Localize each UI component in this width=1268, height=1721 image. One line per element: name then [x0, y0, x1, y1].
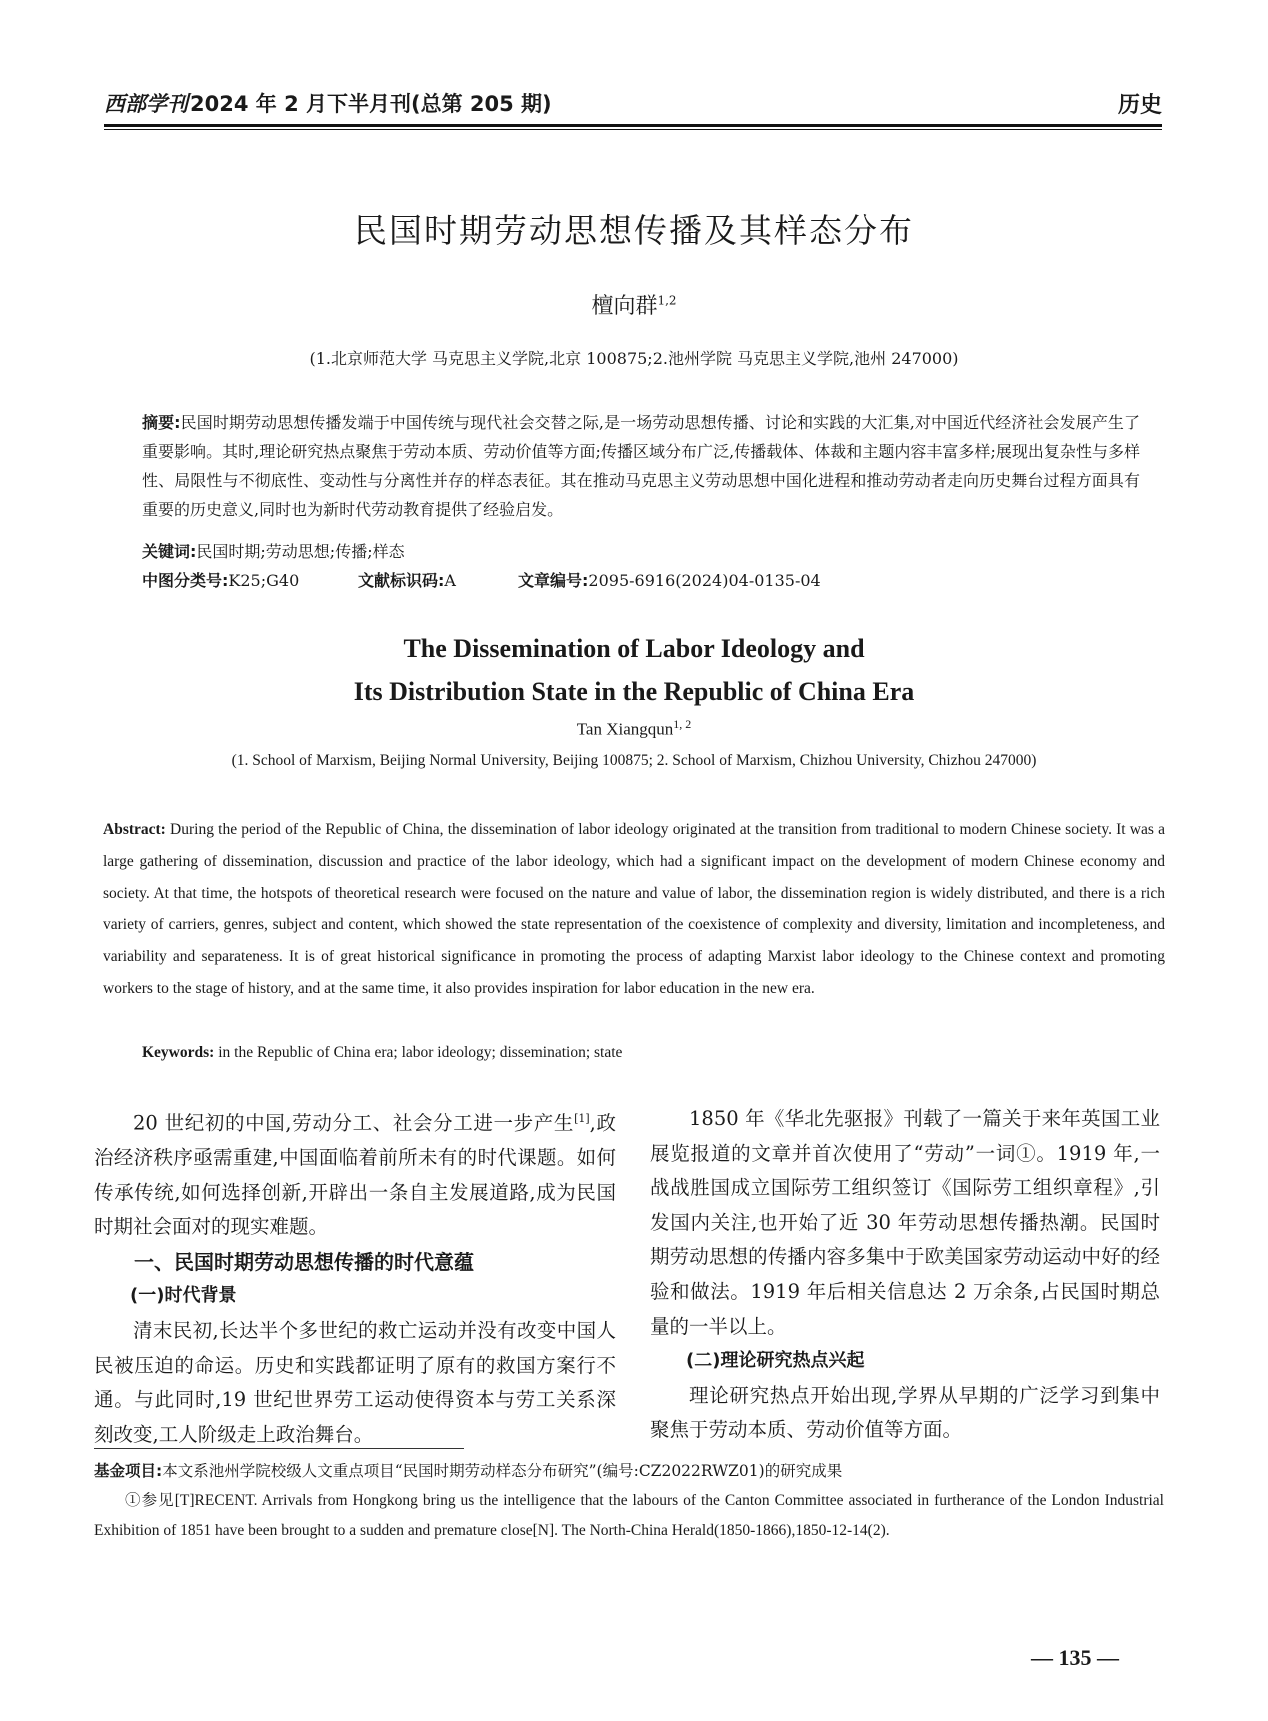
class-label: 中图分类号:: [142, 571, 229, 590]
english-abstract-text: During the period of the Republic of China, the dissemination of labor ideology originated at the transition from traditional to modern Chinese society. It was a large gathering of dissemination, discussion and practice of the labor ideology, which had a significant impact on the development of modern Chinese economy and society. At that time, the hotspots of theoretical research were focused on the nature and value of labor, the dissemination region is widely distributed, and there is a rich variety of carriers, genres, subject and content, which showed the state representation of the coexistence of complexity and diversity, limitation and incompleteness, and variability and separateness. It is of great historical significance in promoting the process of adapting Marxist labor ideology to the Chinese context and promoting workers to the stage of history, and at the same time, it also provides inspiration for labor education in the new era.: [103, 821, 1165, 997]
header-rule: [104, 124, 1162, 127]
body-paragraph: 清末民初,长达半个多世纪的救亡运动并没有改变中国人民被压迫的命运。历史和实践都证明了原有的救国方案行不通。与此同时,19 世纪世界劳工运动使得资本与劳工关系深刻改变,工人阶级走上政治舞台。: [94, 1319, 616, 1446]
english-author-mark: 1, 2: [673, 717, 692, 731]
author-name: 檀向群: [591, 294, 658, 319]
fund-text: 本文系池州学院校级人文重点项目“民国时期劳动样态分布研究”(编号:CZ2022RWZ01)的研究成果: [162, 1462, 843, 1480]
article-no-label: 文章编号:: [518, 571, 589, 590]
english-author: [0, 717, 1268, 740]
subsection-heading: (二)理论研究热点兴起: [686, 1350, 865, 1372]
doc-code-label: 文献标识码:: [358, 571, 445, 590]
abstract-text: 民国时期劳动思想传播发端于中国传统与现代社会交替之际,是一场劳动思想传播、讨论和实践的大汇集,对中国近代经济社会发展产生了重要影响。其时,理论研究热点聚焦于劳动本质、劳动价值等方面;传播区域分布广泛,传播载体、体裁和主题内容丰富多样;展现出复杂性与多样性、局限性与不彻底性、变动性与分离性并存的样态表征。其在推动马克思主义劳动思想中国化进程和推动劳动者走向历史舞台过程方面具有重要的历史意义,同时也为新时代劳动教育提供了经验启发。: [142, 413, 1140, 519]
chinese-abstract: [142, 408, 1140, 524]
author-affiliation-mark: 1,2: [657, 293, 677, 308]
abstract-label: 摘要:: [142, 413, 181, 432]
english-abstract-label: Abstract:: [103, 821, 166, 838]
chinese-affiliation: (1.北京师范大学 马克思主义学院,北京 100875;2.池州学院 马克思主义学院,池州 247000): [309, 349, 959, 368]
doc-code-value: A: [444, 571, 456, 590]
footnote-1: ①参见[T]RECENT. Arrivals from Hongkong bring us the intelligence that the labours of the Canton Committee associated in furtherance of the London Industrial Exhibition of 1851 have been brought to a sudden and premature close[N]. The North-China Herald(1850-1866),1850-12-14(2).: [94, 1492, 1164, 1539]
section-heading: 一、民国时期劳动思想传播的时代意蕴: [134, 1249, 474, 1274]
footnote-rule: [94, 1448, 464, 1449]
keywords-label: 关键词:: [142, 542, 197, 561]
english-title-line1: The Dissemination of Labor Ideology and: [403, 634, 865, 663]
section-name: 历史: [1117, 93, 1162, 118]
chinese-author: [0, 289, 1268, 320]
citation-ref[interactable]: [1]: [574, 1112, 590, 1125]
classification-line: [142, 566, 1142, 595]
body-paragraph: 1850 年《华北先驱报》刊载了一篇关于来年英国工业展览报道的文章并首次使用了“劳动”一词①。1919 年,一战战胜国成立国际劳工组织签订《国际劳工组织章程》,引发国内关注,也开始了近 30 年劳动思想传播热潮。民国时期劳动思想的传播内容多集中于欧美国家劳动运动中好的经验和做法。1919 年后相关信息达 2 万余条,占民国时期总量的一半以上。: [650, 1107, 1160, 1338]
english-affiliation: (1. School of Marxism, Beijing Normal University, Beijing 100875; 2. School of Marxism, Chizhou University, Chizhou 247000): [231, 752, 1037, 769]
english-keywords-text: in the Republic of China era; labor ideology; dissemination; state: [218, 1044, 623, 1061]
class-value: K25;G40: [228, 571, 300, 590]
body-column-right: [650, 1102, 1160, 1448]
paragraph-text: 20 世纪初的中国,劳动分工、社会分工进一步产生: [133, 1111, 575, 1135]
keywords-text: 民国时期;劳动思想;传播;样态: [196, 542, 405, 561]
chinese-title: 民国时期劳动思想传播及其样态分布: [354, 211, 914, 250]
english-keywords: [142, 1038, 1162, 1068]
english-title-line2: Its Distribution State in the Republic of China Era: [353, 677, 915, 706]
page-number: — 135 —: [1031, 1645, 1119, 1670]
header-journal-issue: [104, 88, 552, 118]
header-rule-thin: [104, 129, 1162, 130]
issue-info: 2024 年 2 月下半月刊(总第 205 期): [190, 92, 552, 116]
body-column-left: [94, 1102, 616, 1452]
article-no-value: 2095-6916(2024)04-0135-04: [588, 571, 821, 590]
english-abstract: [103, 814, 1165, 1005]
subsection-heading: (一)时代背景: [130, 1285, 237, 1307]
paragraph-text: ,政治经济秩序亟需重建,中国面临着前所未有的时代课题。如何传承传统,如何选择创新,开辟出一条自主发展道路,成为民国时期社会面对的现实难题。: [94, 1111, 617, 1239]
fund-label: 基金项目:: [94, 1462, 163, 1480]
journal-name: 西部学刊: [104, 91, 188, 116]
fund-note: [94, 1456, 1164, 1486]
body-paragraph: [94, 1102, 616, 1245]
english-author-name: Tan Xiangqun: [576, 719, 674, 739]
page-header: [104, 84, 1162, 124]
body-paragraph: 理论研究热点开始出现,学界从早期的广泛学习到集中聚焦于劳动本质、劳动价值等方面。: [650, 1383, 1160, 1442]
chinese-keywords: [142, 537, 1140, 566]
english-keywords-label: Keywords:: [142, 1044, 215, 1061]
